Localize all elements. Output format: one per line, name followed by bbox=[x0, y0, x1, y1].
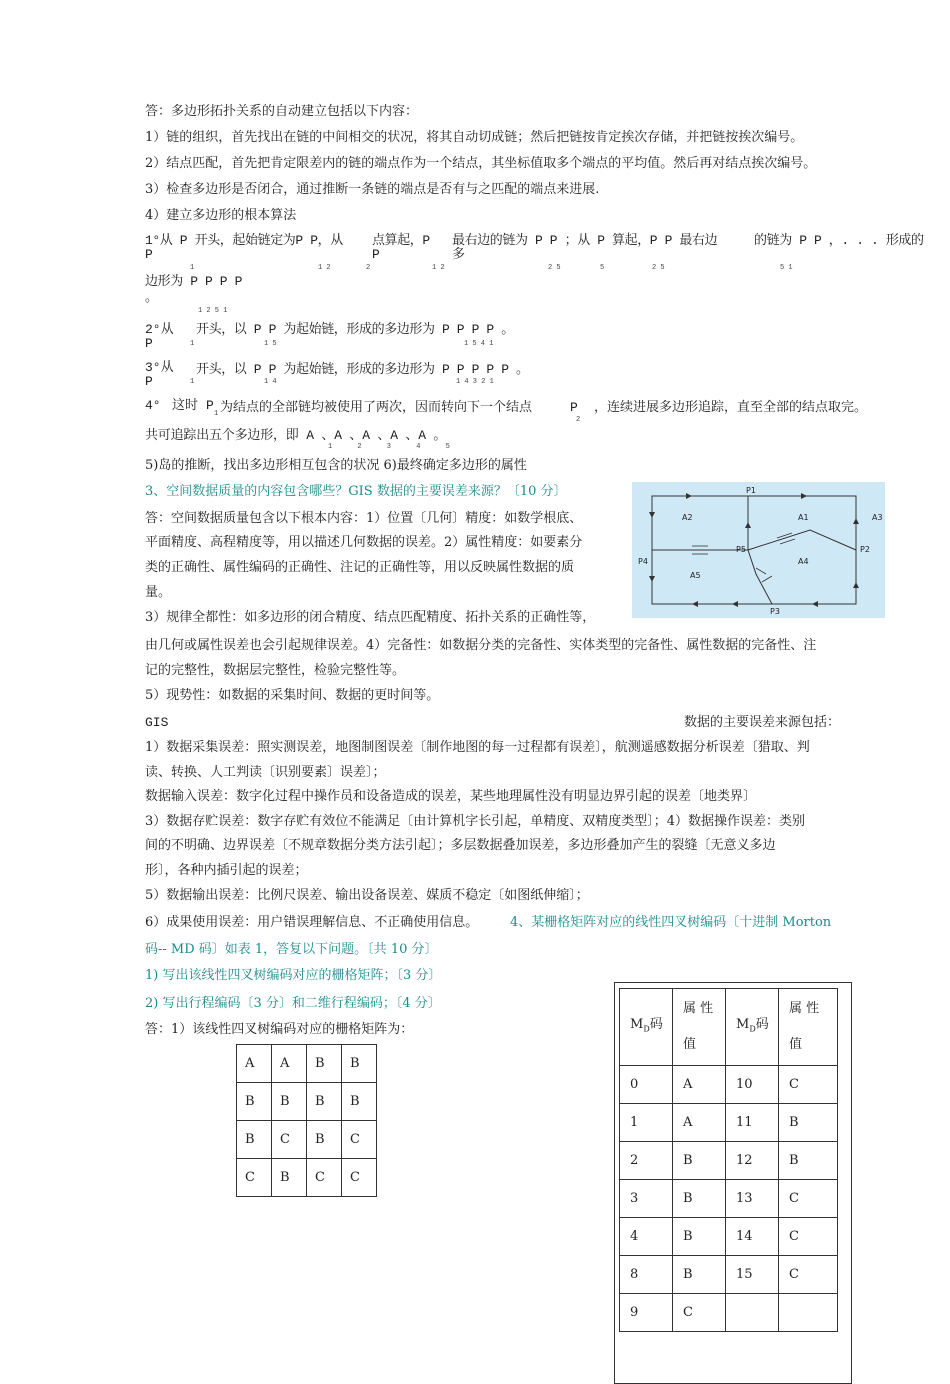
matrix-cell: A bbox=[272, 1045, 307, 1083]
arrow-icon bbox=[745, 522, 751, 528]
alg-step3-b: 开头，以 P P 为起始链，形成的多边形为 P P P P P 。 bbox=[196, 362, 529, 377]
q3-error-line: 数据输入误差：数字化过程中操作员和设备造成的误差，某些地理属性没有明显边界引起的误差〔地类界〕 bbox=[145, 789, 757, 804]
alg-step1-e: 边形为 P P P P bbox=[145, 274, 243, 289]
attr-line1: 属 性 bbox=[789, 1001, 820, 1016]
alg-step1-duo: 多 bbox=[452, 247, 466, 262]
matrix-cell: B bbox=[272, 1083, 307, 1121]
matrix-cell: C bbox=[237, 1159, 272, 1197]
item-1: 1）链的组织，首先找出在链的中间相交的状况，将其自动切成链；然后把链按肯定挨次存储，并把链按挨次编号。 bbox=[145, 130, 804, 145]
alg-step3-sub: 1 4 3 2 1 bbox=[456, 378, 494, 386]
alg-step2-sub: 1 5 bbox=[264, 340, 277, 348]
md-sub: D bbox=[643, 1024, 650, 1034]
matrix-row bbox=[237, 1121, 377, 1159]
label-p1: P1 bbox=[746, 486, 756, 495]
matrix-cell: B bbox=[237, 1083, 272, 1121]
q3-error-line: 5）数据输出误差：比例尺误差、输出设备误差、媒质不稳定〔如图纸伸缩〕； bbox=[145, 888, 589, 903]
alg-step1-sub: 2 5 bbox=[548, 264, 561, 272]
table-cell: 1 bbox=[620, 1104, 673, 1142]
q3-gis-rest: 数据的主要误差来源包括： bbox=[684, 715, 841, 730]
alg-step3-sub: 1 bbox=[190, 378, 195, 386]
arrow-icon bbox=[649, 512, 655, 518]
q3-line: 平面精度、高程精度等，用以描述几何数据的误差。2）属性精度：如要素分 bbox=[145, 535, 583, 550]
table-row bbox=[620, 1256, 838, 1294]
alg-step4-p: P bbox=[206, 398, 214, 413]
answer-intro: 答：多边形拓扑关系的自动建立包括以下内容： bbox=[145, 104, 419, 119]
q3-line: 类的正确性、属性编码的正确性、注记的正确性等，用以反映属性数据的质 bbox=[145, 560, 575, 575]
label-a2: A2 bbox=[682, 513, 693, 522]
alg-step1-a: 1°从 P 开头，起始链定为P P，从 bbox=[145, 233, 343, 248]
table-cell: 4 bbox=[620, 1218, 673, 1256]
q3-line: 5）现势性：如数据的采集时间、数据的更时间等。 bbox=[145, 688, 440, 703]
alg-step1-p: P bbox=[145, 247, 153, 262]
matrix-cell: B bbox=[307, 1083, 342, 1121]
label-a4: A4 bbox=[798, 557, 809, 566]
table-cell: 14 bbox=[726, 1218, 779, 1256]
q3-error-line: 读、转换、人工判读〔识别要素〕误差〕； bbox=[145, 765, 386, 780]
matrix-cell: B bbox=[272, 1159, 307, 1197]
alg-step3-p: P bbox=[145, 374, 153, 389]
chain-p5-p2 bbox=[748, 530, 856, 550]
table-cell: 0 bbox=[620, 1066, 673, 1104]
md-label: M bbox=[630, 1016, 644, 1032]
table-cell: C bbox=[779, 1066, 838, 1104]
alg-step1-sub: 2 5 bbox=[652, 264, 665, 272]
alg-step1e-sub: 1 2 5 1 bbox=[198, 307, 228, 315]
alg-step6: 5)岛的推断，找出多边形相互包含的状况 6)最终确定多边形的属性 bbox=[145, 458, 527, 473]
matrix-cell: C bbox=[307, 1159, 342, 1197]
q4-title-b: 码-- MD 码〕如表 1，答复以下问题。〔共 10 分〕 bbox=[145, 942, 438, 957]
q3-line: 记的完整性，数据层完整性，检验完整性等。 bbox=[145, 663, 406, 678]
alg-step2-sub: 1 bbox=[190, 340, 195, 348]
table-row bbox=[620, 1294, 838, 1332]
arrow-icon bbox=[853, 518, 859, 524]
alg-step1-d: 的链为 P P ，. . . 形成的 bbox=[754, 233, 924, 248]
table-row bbox=[620, 1066, 838, 1104]
q3-gis: GIS bbox=[145, 715, 169, 730]
table-cell bbox=[779, 1294, 838, 1332]
arrow-icon bbox=[801, 493, 807, 499]
q3-line: 答：空间数据质量包含以下根本内容：1）位置〔几何〕精度：如数学根底、 bbox=[145, 511, 583, 526]
arrow-icon bbox=[812, 601, 818, 607]
alg-step2: 2°从 bbox=[145, 322, 174, 337]
arrow-icon bbox=[686, 493, 692, 499]
item-3: 3）检查多边形是否闭合，通过推断一条链的端点是否有与之匹配的端点来进展. bbox=[145, 182, 600, 197]
md-sub: D bbox=[749, 1024, 756, 1034]
matrix-cell: A bbox=[237, 1045, 272, 1083]
table-cell: B bbox=[673, 1256, 726, 1294]
attr-line2: 值 bbox=[683, 1037, 697, 1052]
header-attr bbox=[673, 989, 726, 1066]
md-code-table bbox=[619, 988, 838, 1332]
attr-line1: 属 性 bbox=[683, 1001, 714, 1016]
label-p4: P4 bbox=[638, 557, 648, 566]
table-cell bbox=[726, 1294, 779, 1332]
item-2: 2）结点匹配，首先把肯定限差内的链的端点作为一个结点，其坐标值取多个端点的平均值。然后再对结点挨次编号。 bbox=[145, 156, 817, 171]
header-md bbox=[620, 989, 673, 1066]
alg-step1-b: 点算起，P bbox=[372, 233, 430, 248]
alg-step1-c: 最右边的链为 P P ；从 P 算起，P P 最右边 bbox=[452, 233, 718, 248]
table-cell: B bbox=[673, 1218, 726, 1256]
table-cell: C bbox=[779, 1218, 838, 1256]
label-a3: A3 bbox=[872, 513, 883, 522]
label-p2: P2 bbox=[860, 545, 870, 554]
alg-step4-d: ，连续进展多边形追踪，直至全部的结点取完。 bbox=[594, 400, 868, 415]
table-cell: 10 bbox=[726, 1066, 779, 1104]
matrix-cell: C bbox=[342, 1159, 377, 1197]
label-p3: P3 bbox=[770, 607, 780, 616]
table-cell: B bbox=[673, 1142, 726, 1180]
table-row bbox=[620, 1142, 838, 1180]
alg-step4-p-sub: 1 bbox=[214, 410, 219, 418]
polygon-topology-diagram bbox=[632, 482, 885, 618]
table-row bbox=[620, 1104, 838, 1142]
table-cell: C bbox=[779, 1256, 838, 1294]
q3-error-line: 间的不明确、边界误差〔不规章数据分类方法引起〕；多层数据叠加误差，多边形叠加产生的裂缝〔无意义多边 bbox=[145, 838, 776, 853]
matrix-cell: B bbox=[307, 1121, 342, 1159]
md-tail: 码 bbox=[755, 1016, 769, 1032]
alg-step1-p2: P bbox=[372, 247, 380, 262]
q4-answer: 答：1）该线性四叉树编码对应的栅格矩阵为： bbox=[145, 1022, 414, 1037]
chain-p5-p3 bbox=[748, 550, 772, 604]
matrix-cell: B bbox=[342, 1045, 377, 1083]
table-cell: C bbox=[779, 1180, 838, 1218]
arrow-icon bbox=[649, 576, 655, 582]
table-row bbox=[620, 1180, 838, 1218]
table-row bbox=[620, 1218, 838, 1256]
table-cell: B bbox=[779, 1104, 838, 1142]
table-cell: 9 bbox=[620, 1294, 673, 1332]
alg-step3-sub: 1 4 bbox=[264, 378, 277, 386]
table-cell: A bbox=[673, 1066, 726, 1104]
matrix-cell: C bbox=[272, 1121, 307, 1159]
arrow-icon bbox=[732, 601, 738, 607]
table-cell: 3 bbox=[620, 1180, 673, 1218]
table-cell: 2 bbox=[620, 1142, 673, 1180]
table-cell: 12 bbox=[726, 1142, 779, 1180]
table-cell: C bbox=[673, 1294, 726, 1332]
arrow-icon bbox=[853, 582, 859, 588]
q3-line: 量。 bbox=[145, 585, 172, 600]
matrix-row bbox=[237, 1045, 377, 1083]
alg-step2-b: 开头，以 P P 为起始链，形成的多边形为 P P P P 。 bbox=[196, 322, 514, 337]
q3-line: 由几何或属性误差也会引起规律误差。4）完备性：如数据分类的完备性、实体类型的完备性、属性数据的完备性、注 bbox=[145, 638, 817, 653]
topology-svg bbox=[632, 482, 885, 618]
alg-step4-p2: P bbox=[570, 400, 578, 415]
q4-title-a: 4、某栅格矩阵对应的线性四叉树编码〔十进制 Morton bbox=[510, 915, 832, 930]
q3-error-line: 6）成果使用误差：用户错误理解信息、不正确使用信息。 bbox=[145, 915, 479, 930]
alg-step2-p: P bbox=[145, 336, 153, 351]
label-a1: A1 bbox=[798, 513, 809, 522]
matrix-row bbox=[237, 1083, 377, 1121]
matrix-cell: C bbox=[342, 1121, 377, 1159]
alg-step4-a: 4° bbox=[145, 398, 161, 413]
alg-step1-sub: 1 bbox=[190, 264, 195, 272]
header-attr bbox=[779, 989, 838, 1066]
alg-step1-sub: 1 2 bbox=[432, 264, 445, 272]
table-cell: 8 bbox=[620, 1256, 673, 1294]
alg-step1-sub: 2 bbox=[366, 264, 371, 272]
table-cell: B bbox=[779, 1142, 838, 1180]
q3-error-line: 3）数据存贮误差：数字存贮有效位不能满足〔由计算机字长引起，单精度、双精度类型〕；4）数据操作误差：类别 bbox=[145, 814, 806, 829]
q3-line: 3）规律全都性：如多边形的闭合精度、结点匹配精度、拓扑关系的正确性等， bbox=[145, 610, 596, 625]
table-cell: A bbox=[673, 1104, 726, 1142]
alg-step4-c: 为结点的全部链均被使用了两次，因而转向下一个结点 bbox=[220, 400, 533, 415]
table-cell: 15 bbox=[726, 1256, 779, 1294]
table-cell: B bbox=[673, 1180, 726, 1218]
q3-title: 3、空间数据质量的内容包含哪些？GIS 数据的主要误差来源？〔10 分〕 bbox=[145, 484, 567, 499]
alg-step5-subs: 1 2 3 4 5 bbox=[328, 443, 450, 451]
label-a5: A5 bbox=[690, 571, 701, 580]
md-label: M bbox=[736, 1016, 750, 1032]
table-cell: 11 bbox=[726, 1104, 779, 1142]
half-arrows bbox=[692, 533, 795, 582]
q4-part-2: 2) 写出行程编码〔3 分〕和二维行程编码；〔4 分〕 bbox=[145, 996, 441, 1011]
table-header-row bbox=[620, 989, 838, 1066]
alg-step3: 3°从 bbox=[145, 360, 174, 375]
matrix-cell: B bbox=[342, 1083, 377, 1121]
q3-error-line: 1）数据采集误差：照实测误差，地图制图误差〔制作地图的每一过程都有误差〕，航测遥感数据分析误差〔猎取、判 bbox=[145, 740, 810, 755]
table-cell: 13 bbox=[726, 1180, 779, 1218]
matrix-cell: B bbox=[237, 1121, 272, 1159]
item-4: 4）建立多边形的根本算法 bbox=[145, 208, 297, 223]
alg-step5: 共可追踪出五个多边形，即 A 、A 、A 、A 、A 。 bbox=[145, 428, 447, 443]
alg-step4-b: 这时 bbox=[172, 398, 199, 413]
alg-step4-p2-sub: 2 bbox=[576, 416, 581, 424]
alg-step2-sub: 1 5 4 1 bbox=[464, 340, 494, 348]
raster-matrix bbox=[236, 1044, 377, 1197]
matrix-cell: B bbox=[307, 1045, 342, 1083]
q4-part-1: 1) 写出该线性四叉树编码对应的栅格矩阵；〔3 分〕 bbox=[145, 968, 442, 983]
alg-step1-sub: 5 1 bbox=[780, 264, 793, 272]
md-tail: 码 bbox=[649, 1016, 663, 1032]
alg-step1-sub: 5 bbox=[600, 264, 605, 272]
header-md bbox=[726, 989, 779, 1066]
alg-step1-dot: 。 bbox=[145, 290, 159, 305]
arrow-icon bbox=[692, 601, 698, 607]
alg-step1-sub: 1 2 bbox=[318, 264, 331, 272]
attr-line2: 值 bbox=[789, 1037, 803, 1052]
q3-error-line: 形〕，各种内插引起的误差； bbox=[145, 863, 308, 878]
label-p5: P5 bbox=[736, 545, 746, 554]
matrix-row bbox=[237, 1159, 377, 1197]
